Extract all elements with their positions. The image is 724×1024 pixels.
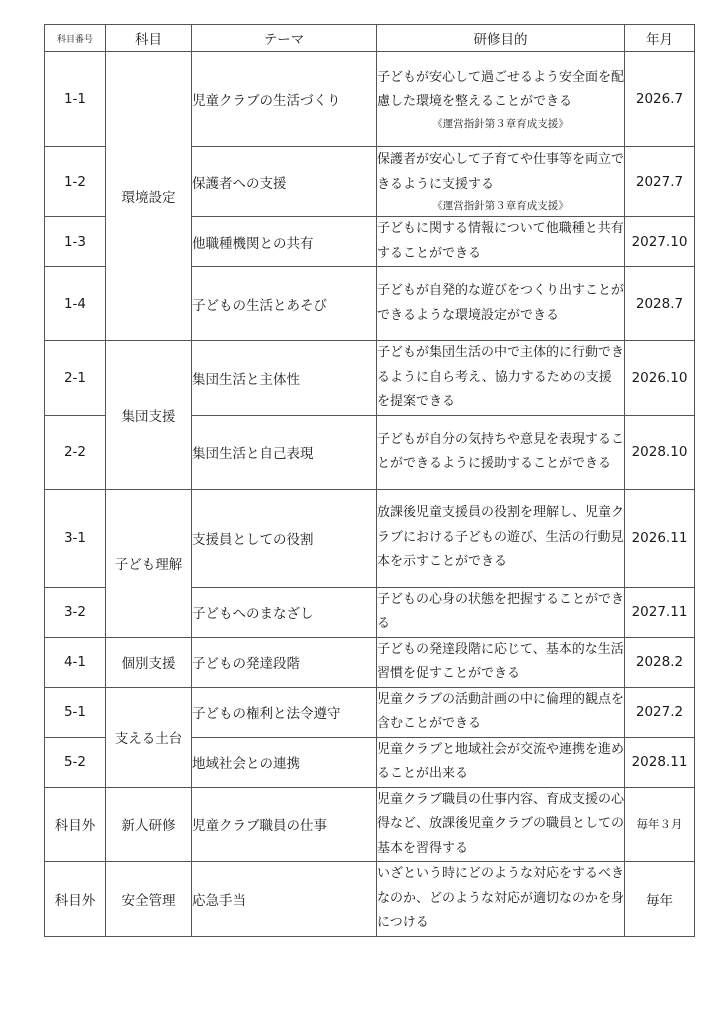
- row-subject: 個別支援: [106, 637, 192, 687]
- table-row: [45, 637, 695, 687]
- goal-text: 子どもが自分の気持ちや意見を表現することができるように援助することができる: [377, 431, 625, 471]
- row-theme: 子どもへのまなざし: [192, 587, 377, 637]
- row-code: 4-1: [45, 637, 106, 687]
- row-code: 2-1: [45, 341, 106, 416]
- row-theme: 児童クラブ職員の仕事: [192, 787, 377, 862]
- row-theme: 地域社会との連携: [192, 737, 377, 787]
- row-goal: [377, 587, 625, 637]
- table-row: [45, 489, 695, 587]
- row-subject: 環境設定: [106, 52, 192, 341]
- row-goal: [377, 737, 625, 787]
- header-subject: 科目: [106, 25, 192, 52]
- row-date: 2027.11: [625, 587, 695, 637]
- row-goal: [377, 217, 625, 267]
- row-code: 3-1: [45, 489, 106, 587]
- goal-text: 保護者が安心して子育てや仕事等を両立できるように支援する: [377, 152, 625, 192]
- table-row: [45, 687, 695, 737]
- row-goal: [377, 687, 625, 737]
- row-code: 1-4: [45, 267, 106, 341]
- row-subject: 集団支援: [106, 341, 192, 490]
- row-theme: 保護者への支援: [192, 147, 377, 217]
- table-row: [45, 341, 695, 416]
- row-date: 2026.11: [625, 489, 695, 587]
- row-date: 2028.7: [625, 267, 695, 341]
- goal-text: 子どもに関する情報について他職種と共有することができる: [377, 221, 624, 261]
- row-subject: 子ども理解: [106, 489, 192, 637]
- goal-text: 児童クラブの活動計画の中に倫理的観点を含むことができる: [377, 691, 625, 731]
- row-date: 毎年: [625, 862, 695, 937]
- row-date: 2028.2: [625, 637, 695, 687]
- header-code: 科目番号: [45, 25, 106, 52]
- row-date: 2027.10: [625, 217, 695, 267]
- row-theme: 児童クラブの生活づくり: [192, 52, 377, 147]
- goal-text: 子どもが集団生活の中で主体的に行動できるように自ら考え、協力するための支援を提案できる: [377, 345, 625, 409]
- row-goal: [377, 862, 625, 937]
- row-code: 1-3: [45, 217, 106, 267]
- goal-text: 放課後児童支援員の役割を理解し、児童クラブにおける子どもの遊び、生活の行動見本を示すことができる: [377, 505, 625, 570]
- goal-text: 子どもが自発的な遊びをつくり出すことができるような環境設定ができる: [377, 283, 625, 323]
- row-theme: 子どもの権利と法令遵守: [192, 687, 377, 737]
- row-date: 毎年３月: [625, 787, 695, 862]
- row-goal: [377, 637, 625, 687]
- row-theme: 支援員としての役割: [192, 489, 377, 587]
- header-goal: 研修目的: [377, 25, 625, 52]
- table-row: [45, 862, 695, 937]
- row-goal: [377, 489, 625, 587]
- row-date: 2027.2: [625, 687, 695, 737]
- goal-text: 児童クラブ職員の仕事内容、育成支援の心得など、放課後児童クラブの職員としての基本を習得する: [377, 791, 625, 856]
- header-theme: テーマ: [192, 25, 377, 52]
- row-theme: 集団生活と主体性: [192, 341, 377, 416]
- goal-text: 児童クラブと地域社会が交流や連携を進めることが出来る: [377, 741, 625, 781]
- row-code: 科目外: [45, 862, 106, 937]
- row-theme: 子どもの生活とあそび: [192, 267, 377, 341]
- goal-text: いざという時にどのような対応をするべきなのか、どのような対応が適切なのかを身につける: [377, 866, 625, 930]
- row-goal: [377, 52, 625, 147]
- row-date: 2028.11: [625, 737, 695, 787]
- goal-note: 《運営指針第３章育成支援》: [432, 200, 569, 212]
- row-code: 3-2: [45, 587, 106, 637]
- row-goal: [377, 147, 625, 217]
- goal-text: 子どもが安心して過ごせるよう安全面を配慮した環境を整えることができる: [377, 69, 625, 109]
- row-code: 5-2: [45, 737, 106, 787]
- table-row: [45, 52, 695, 147]
- row-subject: 支える土台: [106, 687, 192, 787]
- training-curriculum-table: [44, 24, 695, 937]
- row-theme: 子どもの発達段階: [192, 637, 377, 687]
- row-theme: 他職種機関との共有: [192, 217, 377, 267]
- row-theme: 応急手当: [192, 862, 377, 937]
- row-date: 2026.10: [625, 341, 695, 416]
- row-code: 2-2: [45, 415, 106, 489]
- row-goal: [377, 341, 625, 416]
- row-theme: 集団生活と自己表現: [192, 415, 377, 489]
- row-goal: [377, 267, 625, 341]
- row-subject: 安全管理: [106, 862, 192, 937]
- table-row: [45, 787, 695, 862]
- header-row: [45, 25, 695, 52]
- row-subject: 新人研修: [106, 787, 192, 862]
- goal-text: 子どもの発達段階に応じて、基本的な生活習慣を促すことができる: [377, 641, 624, 681]
- row-goal: [377, 787, 625, 862]
- row-date: 2027.7: [625, 147, 695, 217]
- row-code: 1-2: [45, 147, 106, 217]
- row-code: 1-1: [45, 52, 106, 147]
- goal-text: 子どもの心身の状態を把握することができる: [377, 591, 625, 631]
- row-date: 2028.10: [625, 415, 695, 489]
- header-date: 年月: [625, 25, 695, 52]
- row-date: 2026.7: [625, 52, 695, 147]
- row-goal: [377, 415, 625, 489]
- row-code: 5-1: [45, 687, 106, 737]
- row-code: 科目外: [45, 787, 106, 862]
- goal-note: 《運営指針第３章育成支援》: [432, 117, 569, 130]
